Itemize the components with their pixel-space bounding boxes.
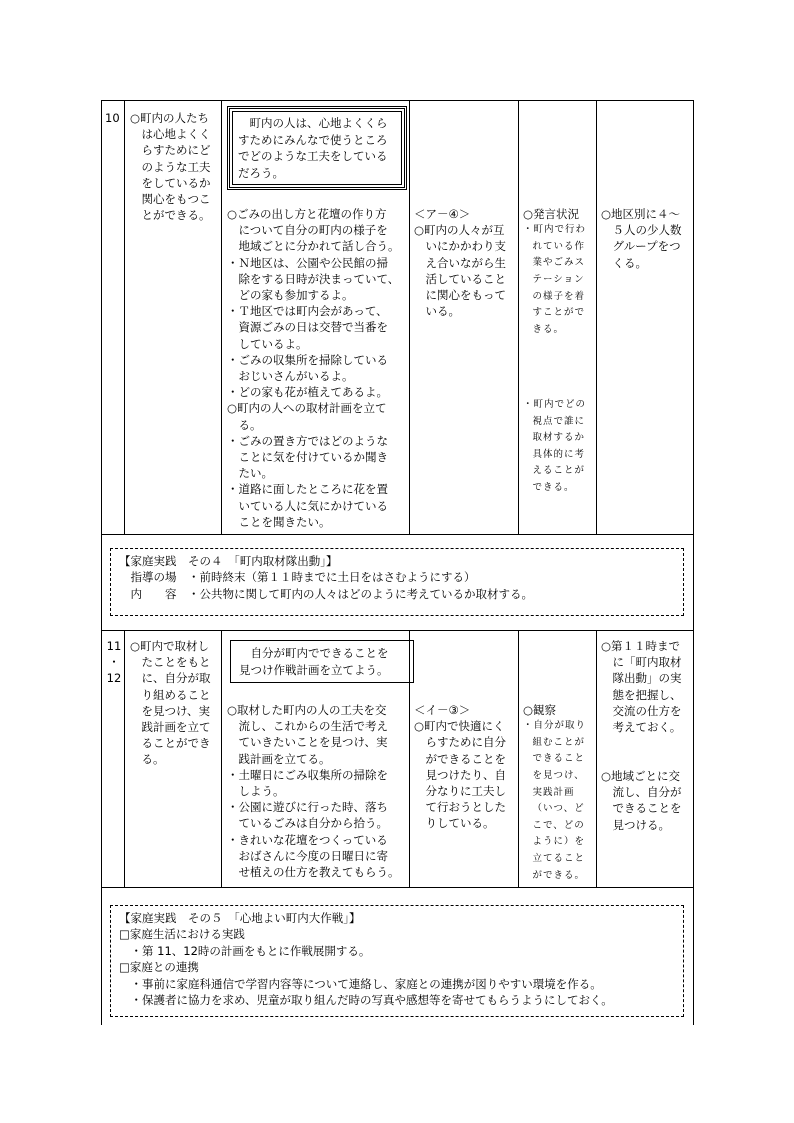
home5-title: 【家庭実践 その５ 「心地よい町内大作戦」】 (119, 911, 361, 925)
row-num: 12 (106, 671, 122, 686)
question-line: すためにみんなで使うところ (238, 132, 388, 147)
row-num: 11 (106, 639, 122, 653)
support-line: に「町内取材 (612, 655, 682, 670)
activity-line: しているよ。 (238, 336, 308, 351)
method-line: れている作 (532, 240, 586, 252)
row11-activities (227, 702, 407, 880)
eval-line: いにかかわり支 (425, 239, 506, 254)
goal-line: に、自分が取 (141, 671, 211, 686)
activity-line: おばさんに今度の日曜日に寄 (238, 848, 388, 863)
goal-line: は心地よくく (141, 127, 211, 142)
row11-question-box (230, 640, 414, 683)
row10-method (523, 206, 595, 338)
method-line: （いつ、ど (532, 803, 585, 815)
method-line: きる。 (532, 323, 565, 335)
method-note-b (523, 397, 595, 497)
eval-line: りしている。 (425, 816, 495, 831)
eval-line: ○町内の人々が互 (414, 223, 505, 238)
row11-goal (130, 638, 220, 768)
home-practice-4 (110, 548, 684, 616)
col-divider (221, 100, 222, 534)
activity-line: ・Ｎ地区は、公園や公民館の掃 (227, 255, 388, 270)
row11-number (104, 638, 124, 687)
activity-line: 資源ごみの日は交替で当番を (238, 320, 388, 335)
goal-line: のような工夫 (141, 159, 211, 174)
method-line: ・町内でどの (523, 399, 587, 410)
support-line: 見つける。 (612, 817, 670, 832)
home5-line: □家庭生活における実践 (119, 927, 245, 942)
col-divider (221, 630, 222, 887)
method-line: ように）を (532, 836, 586, 848)
method-line: ができる。 (532, 869, 586, 881)
method-line: 業やごみス (532, 257, 586, 269)
question-line: 自分が町内でできることを (250, 646, 389, 660)
support-line: ○第１１時まで (601, 639, 681, 653)
method-title: ○観察 (523, 703, 557, 717)
activity-line: ・公園に遊びに行った時、落ち (227, 800, 388, 815)
home4-line: 指導の場 ・前時終末（第１１時までに土日をはさむようにする） (119, 570, 476, 585)
activity-line: ・ごみの置き方ではどのような (227, 433, 388, 448)
activity-line: いている人に気にかけている (238, 498, 388, 513)
table-top-border (101, 100, 694, 101)
method-line: えることが (532, 465, 586, 477)
method-line: テーション (532, 273, 585, 285)
activity-line: ○ごみの出し方と花壇の作り方 (227, 207, 387, 221)
method-line: 立てること (532, 852, 586, 864)
method-note-a (523, 222, 595, 338)
activity-line: ているごみは自分から拾う。 (238, 816, 388, 831)
col-divider (409, 100, 410, 534)
activity-line: 地域ごとに分かれて話し合う。 (238, 239, 400, 254)
eval-line: ○町内で快適にく (414, 719, 505, 734)
method-note (523, 718, 595, 884)
goal-line: 関心をもつこ (141, 192, 211, 207)
home5-line: ・保護者に協力を求め、児童が取り組んだ時の写真や感想等を寄せてもらうようにしておく。 (119, 993, 613, 1008)
activity-line: ・ごみの収集所を掃除している (227, 352, 388, 367)
support-line: ５人の少人数 (612, 223, 682, 238)
support-line: 隊出動」の実 (612, 671, 682, 686)
row10-question-box (227, 106, 407, 190)
eval-line: 分なりに工夫し (425, 784, 506, 799)
method-line: ・町内で行わ (523, 224, 587, 236)
home4-line: 内 容 ・公共物に関して町内の人々はどのように考えているか取材する。 (119, 586, 533, 601)
activity-line: ・道路に面したところに花を置 (227, 482, 388, 497)
row11-method (523, 702, 595, 884)
eval-line: らすために自分 (425, 735, 506, 750)
goal-line: をしているか (141, 175, 211, 190)
activity-line: どの家も参加するよ。 (238, 288, 354, 303)
method-line: すことがで (532, 307, 586, 319)
support-line: 流し、自分が (612, 785, 682, 800)
eval-line: 見つけたり、自 (425, 767, 506, 782)
goal-line: たことをもと (141, 655, 211, 670)
activity-line: る。 (238, 417, 262, 432)
row10-support (601, 206, 693, 271)
goal-line: 践計画を立て (141, 720, 211, 735)
activity-line: しよう。 (238, 784, 285, 799)
col-divider (518, 100, 519, 534)
activity-line: 除をする日時が決まっていて、 (238, 271, 400, 286)
row10-activities (227, 206, 407, 530)
col-divider (596, 630, 597, 887)
row10-goal (130, 110, 220, 223)
activity-line: 流し、これからの生活で考え (238, 719, 388, 734)
method-line: 視点で誰に (532, 415, 586, 427)
method-line: 具体的に考 (532, 448, 586, 460)
method-line: こで、どの (532, 819, 585, 831)
goal-line: を見つけ、実 (141, 703, 211, 718)
goal-line: ○町内の人たち (130, 111, 210, 125)
activity-line: ・どの家も花が植えてあるよ。 (227, 385, 388, 400)
col-divider (518, 630, 519, 887)
eval-line: いる。 (425, 304, 460, 319)
row11-support-a (601, 638, 693, 735)
activity-line: ことに気を付けているか聞き (238, 450, 388, 465)
row10-number: 10 (105, 111, 120, 125)
activity-line: たい。 (238, 466, 273, 481)
row-divider (101, 887, 694, 888)
method-line: できること (532, 753, 586, 765)
row10-evaluation (414, 206, 516, 319)
activity-line: せ植えの仕方を教えてもらう。 (238, 865, 400, 880)
support-line: 考えておく。 (612, 720, 682, 735)
goal-line: らすためにど (141, 143, 211, 158)
question-line: だろう。 (238, 165, 284, 180)
activity-line: ○取材した町内の人の工夫を交 (227, 703, 387, 717)
method-line: 実践計画 (532, 786, 575, 798)
support-line: 態を把握し、 (612, 687, 682, 702)
eval-line: ができることを (425, 751, 506, 766)
method-line: の様子を着 (532, 290, 586, 302)
method-line: ・自分が取り (523, 720, 587, 732)
question-line: 見つけ作戦計画を立てよう。 (239, 662, 389, 677)
eval-line: ＜ア－④＞ (414, 207, 471, 221)
support-line: 交流の仕方を (612, 703, 682, 718)
home5-line: ・事前に家庭科通信で学習内容等について連絡し、家庭との連携が図りやすい環境を作る。 (119, 976, 602, 991)
eval-line: て行おうとした (425, 800, 506, 815)
eval-line: 活していること (425, 271, 506, 286)
home4-title: 【家庭実践 その４ 「町内取材隊出動」】 (119, 554, 338, 568)
activity-line: ことを聞きたい。 (238, 514, 331, 529)
goal-line: ることができ (141, 736, 211, 751)
eval-line: ＜イ－③＞ (414, 703, 471, 717)
home5-line: ・第 11、12時の計画をもとに作戦展開する。 (119, 943, 371, 958)
support-line: グループをつ (612, 239, 681, 254)
row-divider (101, 534, 694, 535)
col-divider (596, 100, 597, 534)
goal-line: とができる。 (141, 208, 211, 223)
col-divider (124, 100, 125, 534)
activity-line: ていきたいことを見つけ、実 (238, 735, 388, 750)
home5-line: □家庭との連携 (119, 960, 199, 975)
support-line: ○地域ごとに交 (601, 769, 681, 783)
activity-line: ・土曜日にごみ収集所の掃除を (227, 767, 388, 782)
method-line: を見つけ、 (532, 769, 585, 781)
support-line: くる。 (612, 255, 647, 270)
question-line: 町内の人は、心地よくくら (249, 116, 388, 130)
support-line: ○地区別に４～ (601, 207, 681, 221)
method-line: 取材するか (532, 432, 586, 444)
activity-line: ・きれいな花壇をつくっている (227, 832, 388, 847)
eval-line: に関心をもって (425, 288, 506, 303)
method-title: ○発言状況 (523, 207, 580, 221)
row11-evaluation (414, 702, 516, 832)
home-practice-5 (110, 905, 684, 1017)
row-divider (101, 630, 694, 631)
method-line: 組むことが (532, 736, 586, 748)
method-line: できる。 (532, 481, 575, 493)
row11-support-b (601, 768, 693, 833)
activity-line: 践計画を立てる。 (238, 751, 331, 766)
activity-line: ・Ｔ地区では町内会があって、 (227, 304, 388, 319)
goal-line: り組めること (141, 687, 211, 702)
activity-line: について自分の町内の様子を (238, 223, 388, 238)
question-line: でどのような工夫をしている (238, 149, 388, 163)
activity-line: ○町内の人への取材計画を立て (227, 401, 387, 416)
eval-line: え合いながら生 (425, 255, 506, 270)
activity-line: おじいさんがいるよ。 (238, 369, 354, 384)
goal-line: る。 (141, 752, 165, 767)
goal-line: ○町内で取材し (130, 639, 210, 653)
support-line: できることを (612, 801, 682, 816)
col-divider (124, 630, 125, 887)
row-num: ・ (108, 655, 120, 670)
